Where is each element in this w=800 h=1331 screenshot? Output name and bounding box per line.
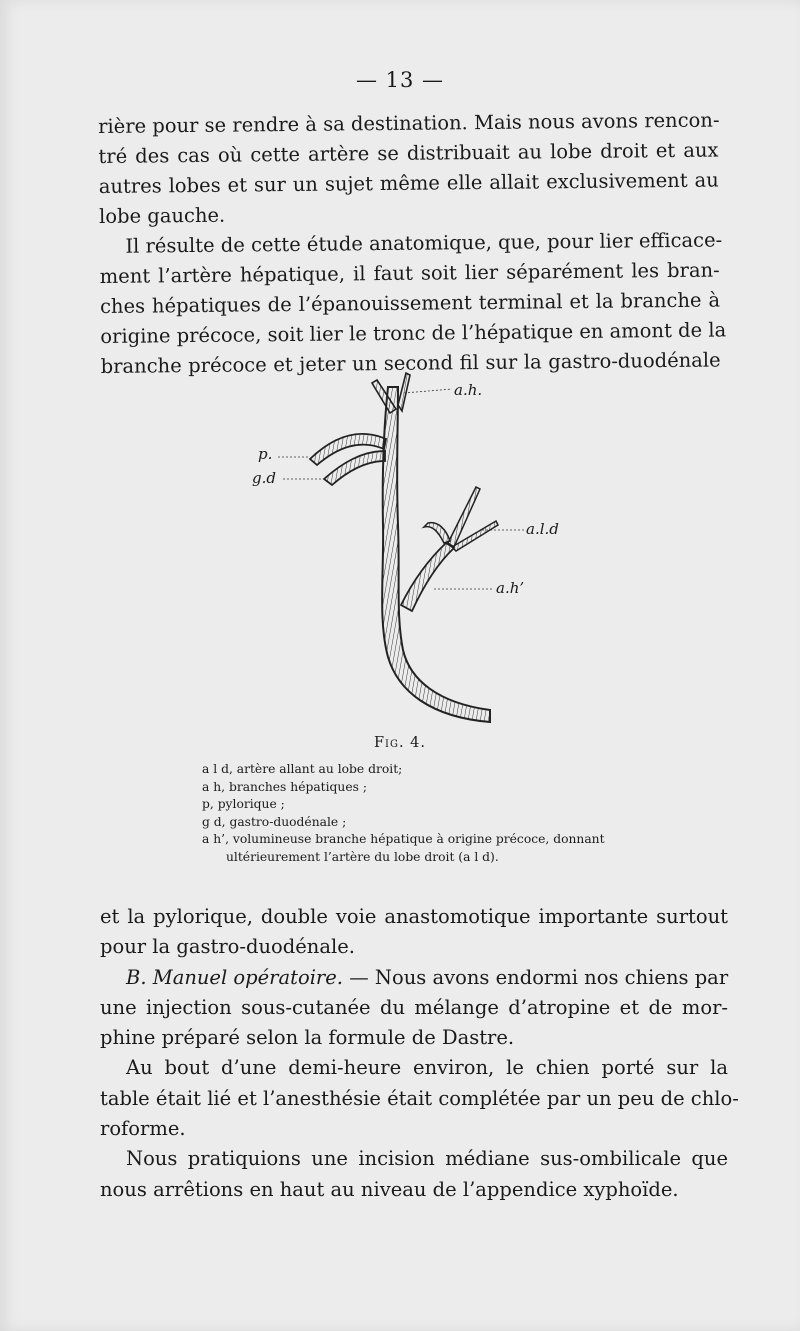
legend-entry: ultérieurement l’artère du lobe droit (a l d). bbox=[226, 849, 499, 864]
text-line: phine préparé selon la formule de Dastre. bbox=[100, 1026, 515, 1050]
text-line: table était lié et l’anesthésie était complétée par un peu de chlo- bbox=[100, 1086, 739, 1110]
text-line: nous arrêtions en haut au niveau de l’appendice xyphoïde. bbox=[100, 1177, 679, 1201]
legend-entry: p, pylorique ; bbox=[202, 797, 285, 811]
text-line: ches hépatiques de l’épanouissement terminal et la branche à bbox=[99, 288, 721, 318]
label-ah-prime: a.h’ bbox=[496, 579, 525, 597]
text-line bbox=[100, 963, 728, 993]
page-number: — 13 — bbox=[355, 68, 445, 92]
label-ald: a.l.d bbox=[526, 520, 559, 538]
text-line: rière pour se rendre à sa destination. Mais nous avons rencon- bbox=[98, 108, 720, 138]
text-line: tré des cas où cette artère se distribuait au lobe droit et aux bbox=[98, 138, 719, 168]
right-lobe-branch bbox=[424, 523, 450, 543]
label-gd: g.d bbox=[252, 469, 276, 487]
label-p: p. bbox=[258, 445, 273, 463]
legend-entry: a h, branches hépatiques ; bbox=[202, 779, 367, 794]
text-line: autres lobes et sur un sujet même elle allait exclusivement au bbox=[98, 168, 719, 198]
text-line: ment l’artère hépatique, il faut soit lier séparément les bran- bbox=[99, 258, 720, 288]
legend-entry: g d, gastro-duodénale ; bbox=[202, 814, 347, 829]
text-line: pour la gastro-duodénale. bbox=[100, 935, 355, 959]
terminal-branch-right bbox=[398, 373, 410, 411]
text-line: Au bout d’une demi-heure environ, le chien porté sur la bbox=[126, 1056, 728, 1080]
figure-title: Fig. 4. bbox=[373, 735, 427, 751]
text-line: roforme. bbox=[100, 1117, 186, 1141]
top-paragraph bbox=[98, 106, 727, 382]
text-line: Nous pratiquions une incision médiane sus-ombilicale que bbox=[126, 1147, 728, 1171]
section-heading: B. Manuel opératoire. bbox=[126, 965, 343, 989]
bottom-paragraph bbox=[100, 902, 739, 1205]
artery-drawing bbox=[238, 365, 578, 735]
text-line: Il résulte de cette étude anatomique, que, pour lier efficace- bbox=[125, 228, 723, 258]
text-line: branche précoce et jeter un second fil sur la gastro-duodénale bbox=[100, 348, 721, 378]
text-line: lobe gauche. bbox=[98, 203, 226, 228]
leader-line bbox=[404, 389, 452, 393]
text-fragment: — Nous avons endormi nos chiens par bbox=[343, 965, 729, 989]
text-line: une injection sous-cutanée du mélange d’atropine et de mor- bbox=[100, 995, 728, 1019]
legend-entry: a l d, artère allant au lobe droit; bbox=[202, 762, 403, 776]
figure-legend bbox=[202, 761, 672, 866]
legend-entry: a h’, volumineuse branche hépatique à origine précoce, donnant bbox=[202, 832, 605, 846]
text-line: et la pylorique, double voie anastomotique importante surtout bbox=[100, 905, 728, 928]
label-ah: a.h. bbox=[454, 381, 483, 399]
text-line: origine précoce, soit lier le tronc de l’hépatique en amont de la bbox=[100, 318, 727, 348]
gastro-duodenal-branch bbox=[324, 451, 385, 485]
artery-figure bbox=[238, 365, 578, 735]
early-hepatic-branch bbox=[401, 543, 454, 611]
